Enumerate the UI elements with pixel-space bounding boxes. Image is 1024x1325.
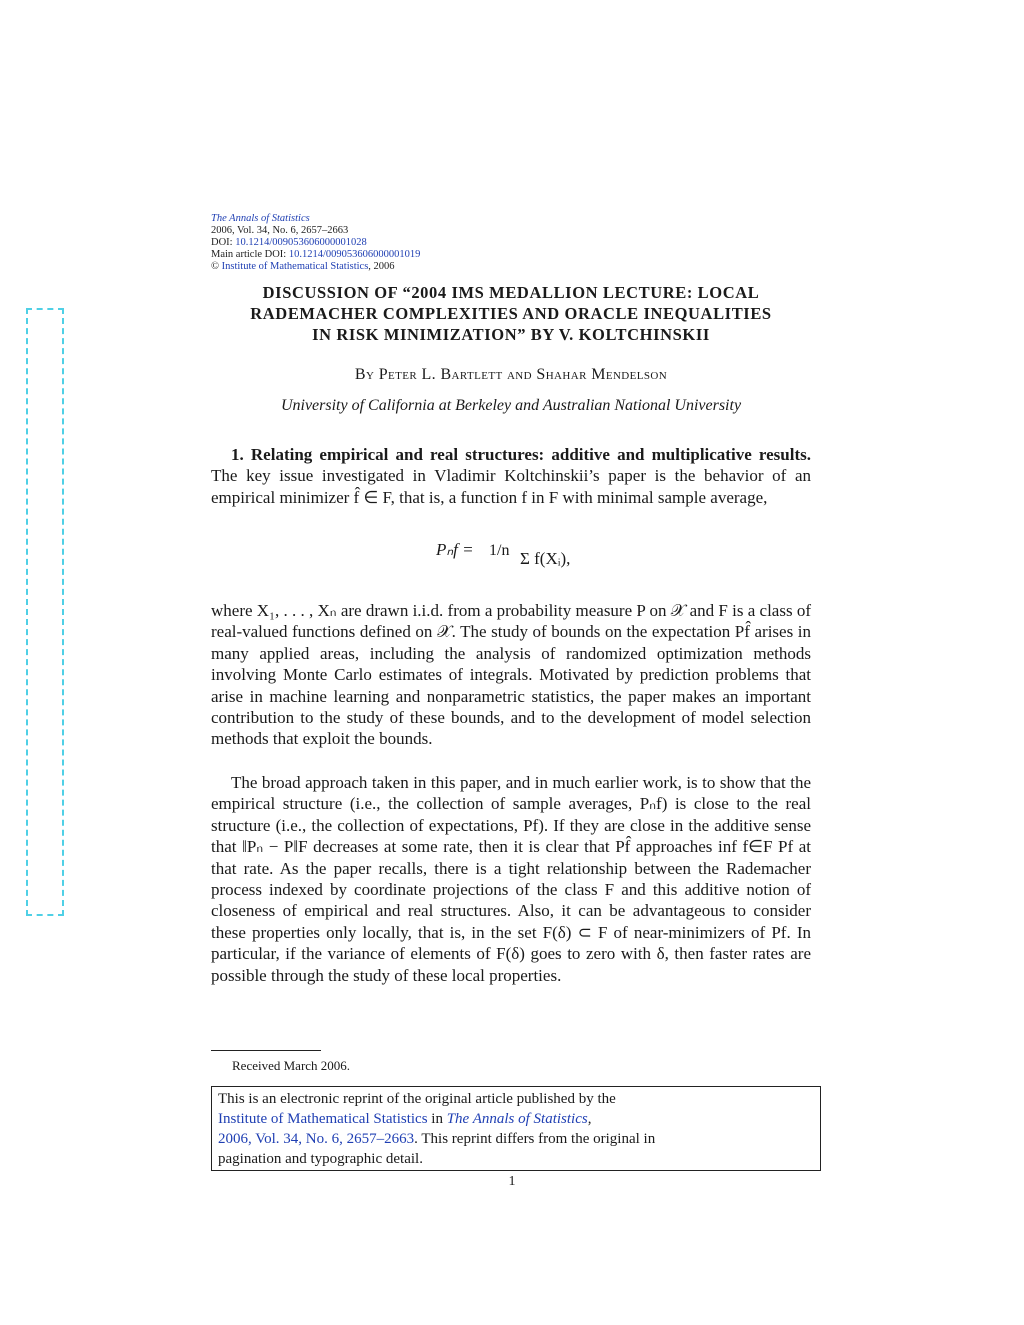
arxiv-stamp-border <box>26 308 64 916</box>
received-date: Received March 2006. <box>232 1058 351 1073</box>
paragraph-3: The broad approach taken in this paper, and in much earlier work, is to show that the empirical structure (i.e., the collection of sample averages, Pₙf) is close to the real structure (i.e., the collection of expectations, Pf). If they are close in the additive sense that ‖Pₙ − P‖F decreases at some rate, then it is clear that Pf̂ approaches inf f∈F Pf at that rate. As the paper recalls, there is a tight relationship between the Rademacher process indexed by coordinate projections of the class F and this additive notion of closeness of empirical and real structures. Also, it can be advantageous to consider these properties only locally, that is, in the set F(δ) ⊂ F of near-minimizers of Pf. In particular, if the variance of elements of F(δ) goes to zero with δ, then faster rates are possible through the study of these local properties. <box>211 773 811 985</box>
reprint-org-link[interactable]: Institute of Mathematical Statistics <box>218 1111 428 1127</box>
main-doi-link[interactable]: 10.1214/009053606000001019 <box>288 249 421 260</box>
paragraph-1-text: The key issue investigated in Vladimir Koltchinskii’s paper is the behavior of an empirical minimizer f̂ ∈ F, that is, a function f in F with minimal sample average, <box>211 466 811 507</box>
page-number: 1 <box>508 1174 516 1189</box>
footnote-rule <box>211 1050 321 1051</box>
reprint-citation-link[interactable]: 2006, Vol. 34, No. 6, 2657–2663 <box>218 1131 415 1147</box>
paragraph-1 <box>211 444 811 508</box>
main-doi-label: Main article DOI: <box>211 249 289 260</box>
equation-fraction: 1/n <box>489 542 510 559</box>
journal-name-link[interactable]: The Annals of Statistics <box>211 213 310 224</box>
copyright-org-link[interactable]: Institute of Mathematical Statistics <box>221 261 369 272</box>
paper-title <box>211 282 811 345</box>
reprint-journal-link[interactable]: The Annals of Statistics <box>446 1111 588 1127</box>
doi-label: DOI: <box>211 237 236 248</box>
equation-sum: Σ f(Xᵢ), <box>520 549 571 568</box>
paragraph-2: where X₁, . . . , Xₙ are drawn i.i.d. from a probability measure P on 𝒳 and F is a class of real-valued functions defined on 𝒳. The study of bounds on the expectation Pf̂ arises in many applied areas, including the analysis of randomized optimization methods involving Monte Carlo estimates of integrals. Motivated by prediction problems that arise in machine learning and nonparametric statistics, the paper makes an important contribution to the study of these bounds, and to the development of model selection methods that exploit the bounds. <box>211 601 811 749</box>
title-line-3: IN RISK MINIMIZATION” BY V. KOLTCHINSKII <box>312 325 710 344</box>
equation-lhs: Pₙf = <box>436 540 474 559</box>
affiliation: University of California at Berkeley and Australian National University <box>280 397 742 414</box>
reprint-line-1: This is an electronic reprint of the original article published by the <box>218 1091 616 1107</box>
doi-link[interactable]: 10.1214/009053606000001028 <box>235 237 367 248</box>
reprint-rest: . This reprint differs from the original in <box>414 1131 656 1147</box>
reprint-comma: , <box>587 1111 592 1127</box>
reprint-line-4: pagination and typographic detail. <box>218 1151 423 1167</box>
title-line-2: RADEMACHER COMPLEXITIES AND ORACLE INEQUALITIES <box>250 304 772 323</box>
authors: By Peter L. Bartlett and Shahar Mendelson <box>354 366 668 383</box>
reprint-notice <box>211 1086 821 1171</box>
copyright-symbol: © <box>211 261 219 272</box>
copyright-year: , 2006 <box>368 261 395 272</box>
section-heading: 1. Relating empirical and real structures: additive and multiplicative results. <box>231 445 811 464</box>
volume-line: 2006, Vol. 34, No. 6, 2657–2663 <box>211 225 349 236</box>
title-line-1: DISCUSSION OF “2004 IMS MEDALLION LECTURE: LOCAL <box>262 283 760 302</box>
journal-header <box>211 213 420 273</box>
reprint-in: in <box>427 1111 447 1127</box>
